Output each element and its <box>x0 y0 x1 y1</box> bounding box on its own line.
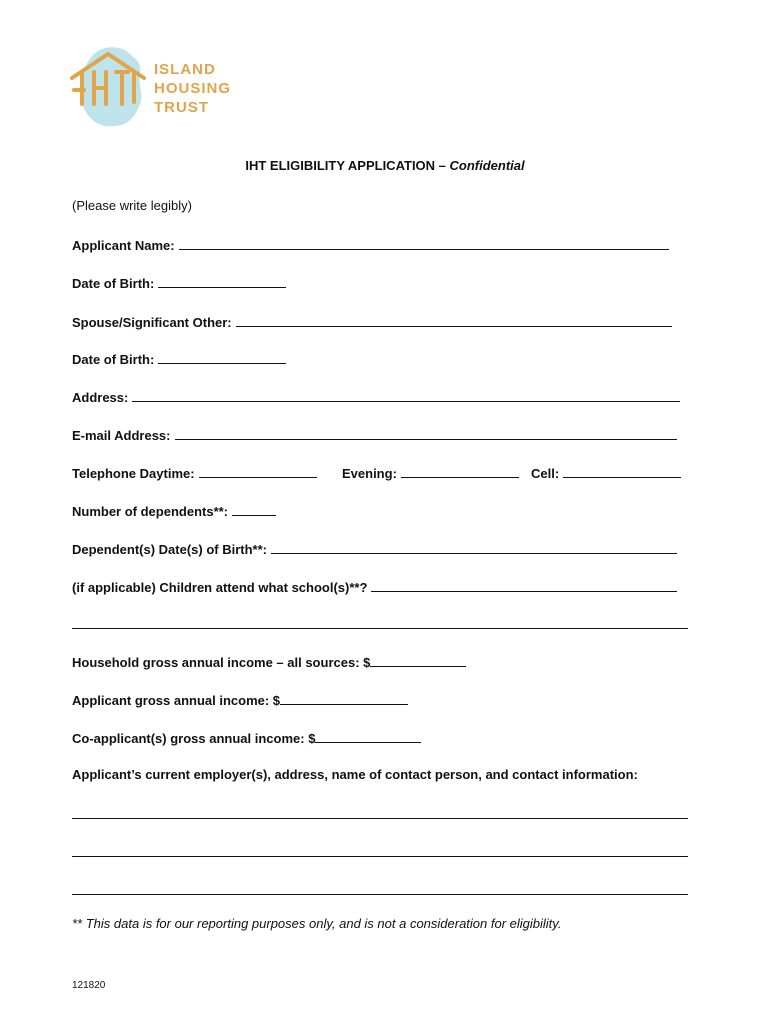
tel-cell-field[interactable] <box>563 464 681 478</box>
employer-line-1[interactable] <box>72 818 688 819</box>
tel-cell-label: Cell: <box>531 466 560 481</box>
dependents-row <box>72 502 276 519</box>
applicant-name-label: Applicant Name: <box>72 238 175 253</box>
dependents-dob-label: Dependent(s) Date(s) of Birth**: <box>72 542 268 557</box>
spouse-field[interactable] <box>236 313 672 327</box>
telephone-cell <box>531 464 681 481</box>
email-field[interactable] <box>175 426 677 440</box>
dob-field[interactable] <box>158 274 286 288</box>
address-field[interactable] <box>132 388 680 402</box>
school-row <box>72 578 677 595</box>
coapplicant-income-row <box>72 729 421 746</box>
applicant-income-label: Applicant gross annual income: $ <box>72 693 281 708</box>
logo-text <box>154 60 231 117</box>
coapplicant-income-field[interactable] <box>315 729 421 743</box>
school-extra-line[interactable] <box>72 628 688 629</box>
household-income-field[interactable] <box>370 653 466 667</box>
reporting-footnote: ** This data is for our reporting purposes only, and is not a consideration for eligibility. <box>72 916 562 931</box>
dob-row <box>72 274 286 291</box>
tel-daytime-label: Telephone Daytime: <box>72 466 195 481</box>
telephone-evening <box>342 464 519 481</box>
applicant-income-field[interactable] <box>280 691 408 705</box>
spouse-row <box>72 313 672 330</box>
legibility-note: (Please write legibly) <box>72 198 192 213</box>
title-main: IHT ELIGIBILITY APPLICATION – <box>245 158 446 173</box>
title-confidential: Confidential <box>449 158 525 173</box>
dependents-dob-field[interactable] <box>271 540 677 554</box>
coapplicant-income-label: Co-applicant(s) gross annual income: $ <box>72 731 316 746</box>
employer-label: Applicant’s current employer(s), address, name of contact person, and contact information: <box>72 767 638 782</box>
email-row <box>72 426 677 443</box>
dependents-field[interactable] <box>232 502 276 516</box>
tel-evening-label: Evening: <box>342 466 397 481</box>
address-label: Address: <box>72 390 129 405</box>
spouse-dob-label: Date of Birth: <box>72 352 155 367</box>
spouse-dob-field[interactable] <box>158 350 286 364</box>
employer-line-3[interactable] <box>72 894 688 895</box>
spouse-dob-row <box>72 350 286 367</box>
applicant-name-field[interactable] <box>179 236 669 250</box>
address-row <box>72 388 680 405</box>
spouse-label: Spouse/Significant Other: <box>72 315 232 330</box>
telephone-row <box>72 464 317 481</box>
school-label: (if applicable) Children attend what school(s)**? <box>72 580 368 595</box>
employer-line-2[interactable] <box>72 856 688 857</box>
applicant-income-row <box>72 691 408 708</box>
logo-line-trust: TRUST <box>154 99 209 116</box>
tel-daytime-field[interactable] <box>199 464 317 478</box>
dob-label: Date of Birth: <box>72 276 155 291</box>
page-title <box>0 158 770 173</box>
school-field[interactable] <box>371 578 677 592</box>
tel-evening-field[interactable] <box>401 464 519 478</box>
dependents-label: Number of dependents**: <box>72 504 229 519</box>
household-income-label: Household gross annual income – all sources: $ <box>72 655 371 670</box>
applicant-name-row <box>72 236 669 253</box>
household-income-row <box>72 653 466 670</box>
email-label: E-mail Address: <box>72 428 171 443</box>
logo-line-housing: HOUSING <box>154 80 232 97</box>
dependents-dob-row <box>72 540 677 557</box>
logo-line-island: ISLAND <box>154 61 216 78</box>
form-code: 121820 <box>72 980 106 991</box>
